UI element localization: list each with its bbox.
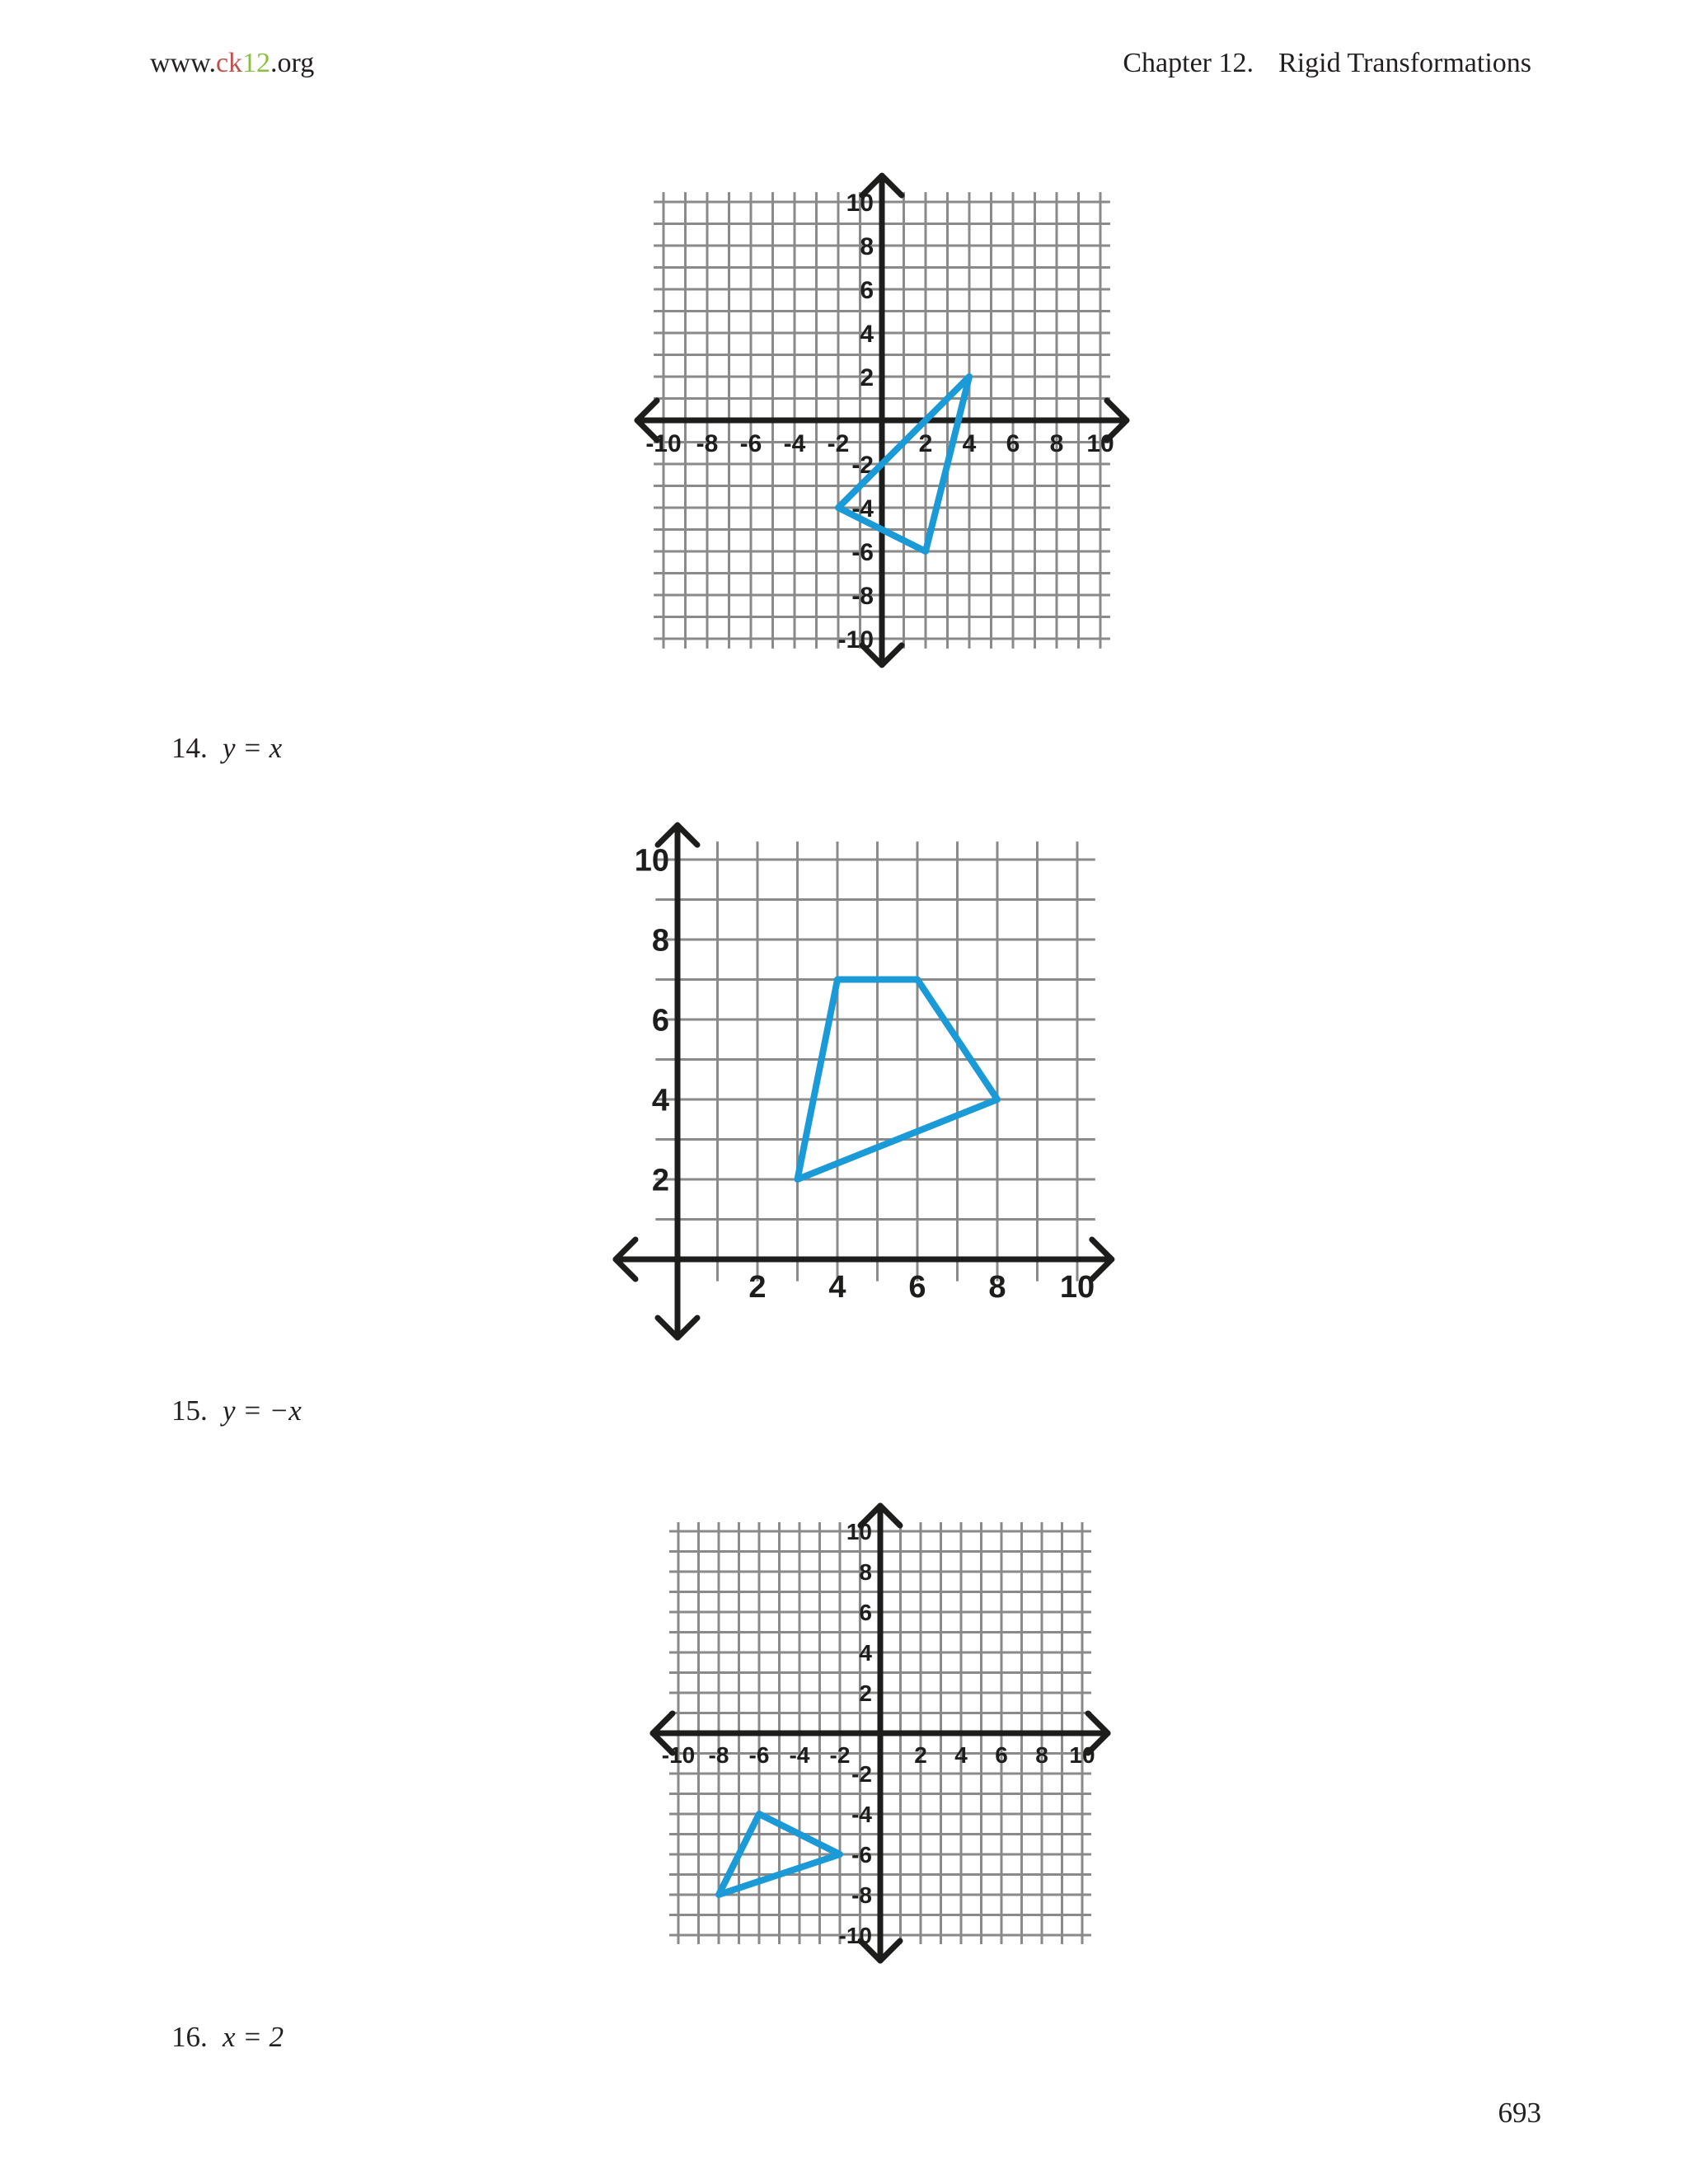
graph-problem-15: [635, 1500, 1129, 1961]
y-tick-label: -10: [838, 1923, 872, 1949]
y-tick-label: -8: [851, 1882, 872, 1909]
y-tick-label: 6: [859, 1600, 872, 1626]
problem-equation: y = x: [223, 732, 283, 764]
problem-14: [171, 732, 282, 765]
x-tick-label: 4: [962, 430, 977, 457]
site-12: 12: [242, 48, 271, 78]
y-tick-label: 8: [651, 923, 669, 958]
graph-svg: [635, 1500, 1129, 1961]
x-tick-label: -6: [739, 430, 762, 457]
problem-16: [171, 2021, 284, 2054]
x-tick-label: -10: [661, 1742, 696, 1768]
problem-number: 15.: [171, 1394, 208, 1427]
x-tick-label: 2: [914, 1742, 927, 1768]
grid: [655, 841, 1095, 1282]
axes: [637, 176, 1127, 665]
y-tick-label: -6: [851, 1842, 872, 1868]
y-tick-label: 6: [651, 1003, 669, 1038]
site-ck: ck: [215, 48, 243, 78]
y-tick-label: 2: [651, 1163, 669, 1198]
graph-problem-13: [610, 169, 1154, 680]
y-tick-label: -2: [851, 1761, 872, 1788]
site-prefix: www.: [150, 48, 216, 78]
shape-polygon: [798, 980, 998, 1180]
graph-svg: [610, 169, 1154, 680]
y-tick-label: 4: [860, 320, 874, 348]
problem-15: [171, 1394, 302, 1427]
y-tick-label: -4: [851, 494, 874, 523]
x-tick-label: 2: [918, 430, 933, 457]
y-tick-label: 8: [860, 232, 874, 260]
x-tick-label: -4: [789, 1742, 810, 1768]
x-tick-label: -8: [708, 1742, 729, 1768]
graph-svg: [602, 804, 1162, 1347]
x-tick-label: 4: [954, 1742, 968, 1768]
y-tick-label: 8: [859, 1559, 872, 1586]
site-suffix: .org: [270, 48, 315, 78]
y-tick-label: -10: [837, 626, 874, 654]
problem-number: 16.: [171, 2021, 208, 2053]
problem-equation: y = −x: [223, 1394, 302, 1427]
x-tick-label: 10: [1069, 1742, 1095, 1768]
y-tick-label: -6: [851, 538, 874, 566]
x-tick-label: 2: [748, 1270, 767, 1305]
y-tick-label: 2: [860, 363, 874, 391]
chapter-header: [1123, 48, 1531, 79]
y-tick-label: 10: [846, 189, 874, 217]
x-tick-label: 6: [1006, 430, 1020, 457]
x-tick-label: 8: [1049, 430, 1064, 457]
x-tick-label: 10: [1059, 1270, 1095, 1305]
y-tick-label: -8: [851, 582, 874, 610]
y-tick-label: -2: [851, 451, 874, 479]
tick-labels: [635, 844, 1095, 1305]
chapter-title: Rigid Transformations: [1278, 48, 1531, 78]
x-tick-label: 6: [995, 1742, 1008, 1768]
x-tick-label: 8: [988, 1270, 1006, 1305]
x-tick-label: -10: [645, 430, 682, 457]
y-tick-label: 2: [859, 1680, 872, 1707]
y-tick-label: -4: [851, 1802, 872, 1828]
x-tick-label: -2: [829, 1742, 851, 1768]
x-tick-label: -2: [827, 430, 850, 457]
x-tick-label: 4: [828, 1270, 846, 1305]
graph-problem-14: [602, 804, 1162, 1347]
x-tick-label: 6: [908, 1270, 926, 1305]
x-tick-label: -6: [748, 1742, 770, 1768]
x-tick-label: 10: [1086, 430, 1114, 457]
y-tick-label: 4: [859, 1640, 872, 1666]
y-tick-label: 4: [651, 1083, 669, 1118]
site-url: [150, 48, 314, 79]
y-tick-label: 10: [846, 1519, 872, 1545]
x-tick-label: -8: [696, 430, 719, 457]
problem-number: 14.: [171, 732, 208, 764]
page-number: 693: [1498, 2097, 1541, 2129]
y-tick-label: 10: [634, 843, 669, 879]
y-tick-label: 6: [860, 276, 874, 304]
chapter-number: Chapter 12.: [1123, 48, 1254, 78]
x-tick-label: 8: [1035, 1742, 1048, 1768]
problem-equation: x = 2: [223, 2021, 284, 2053]
x-tick-label: -4: [783, 430, 806, 457]
